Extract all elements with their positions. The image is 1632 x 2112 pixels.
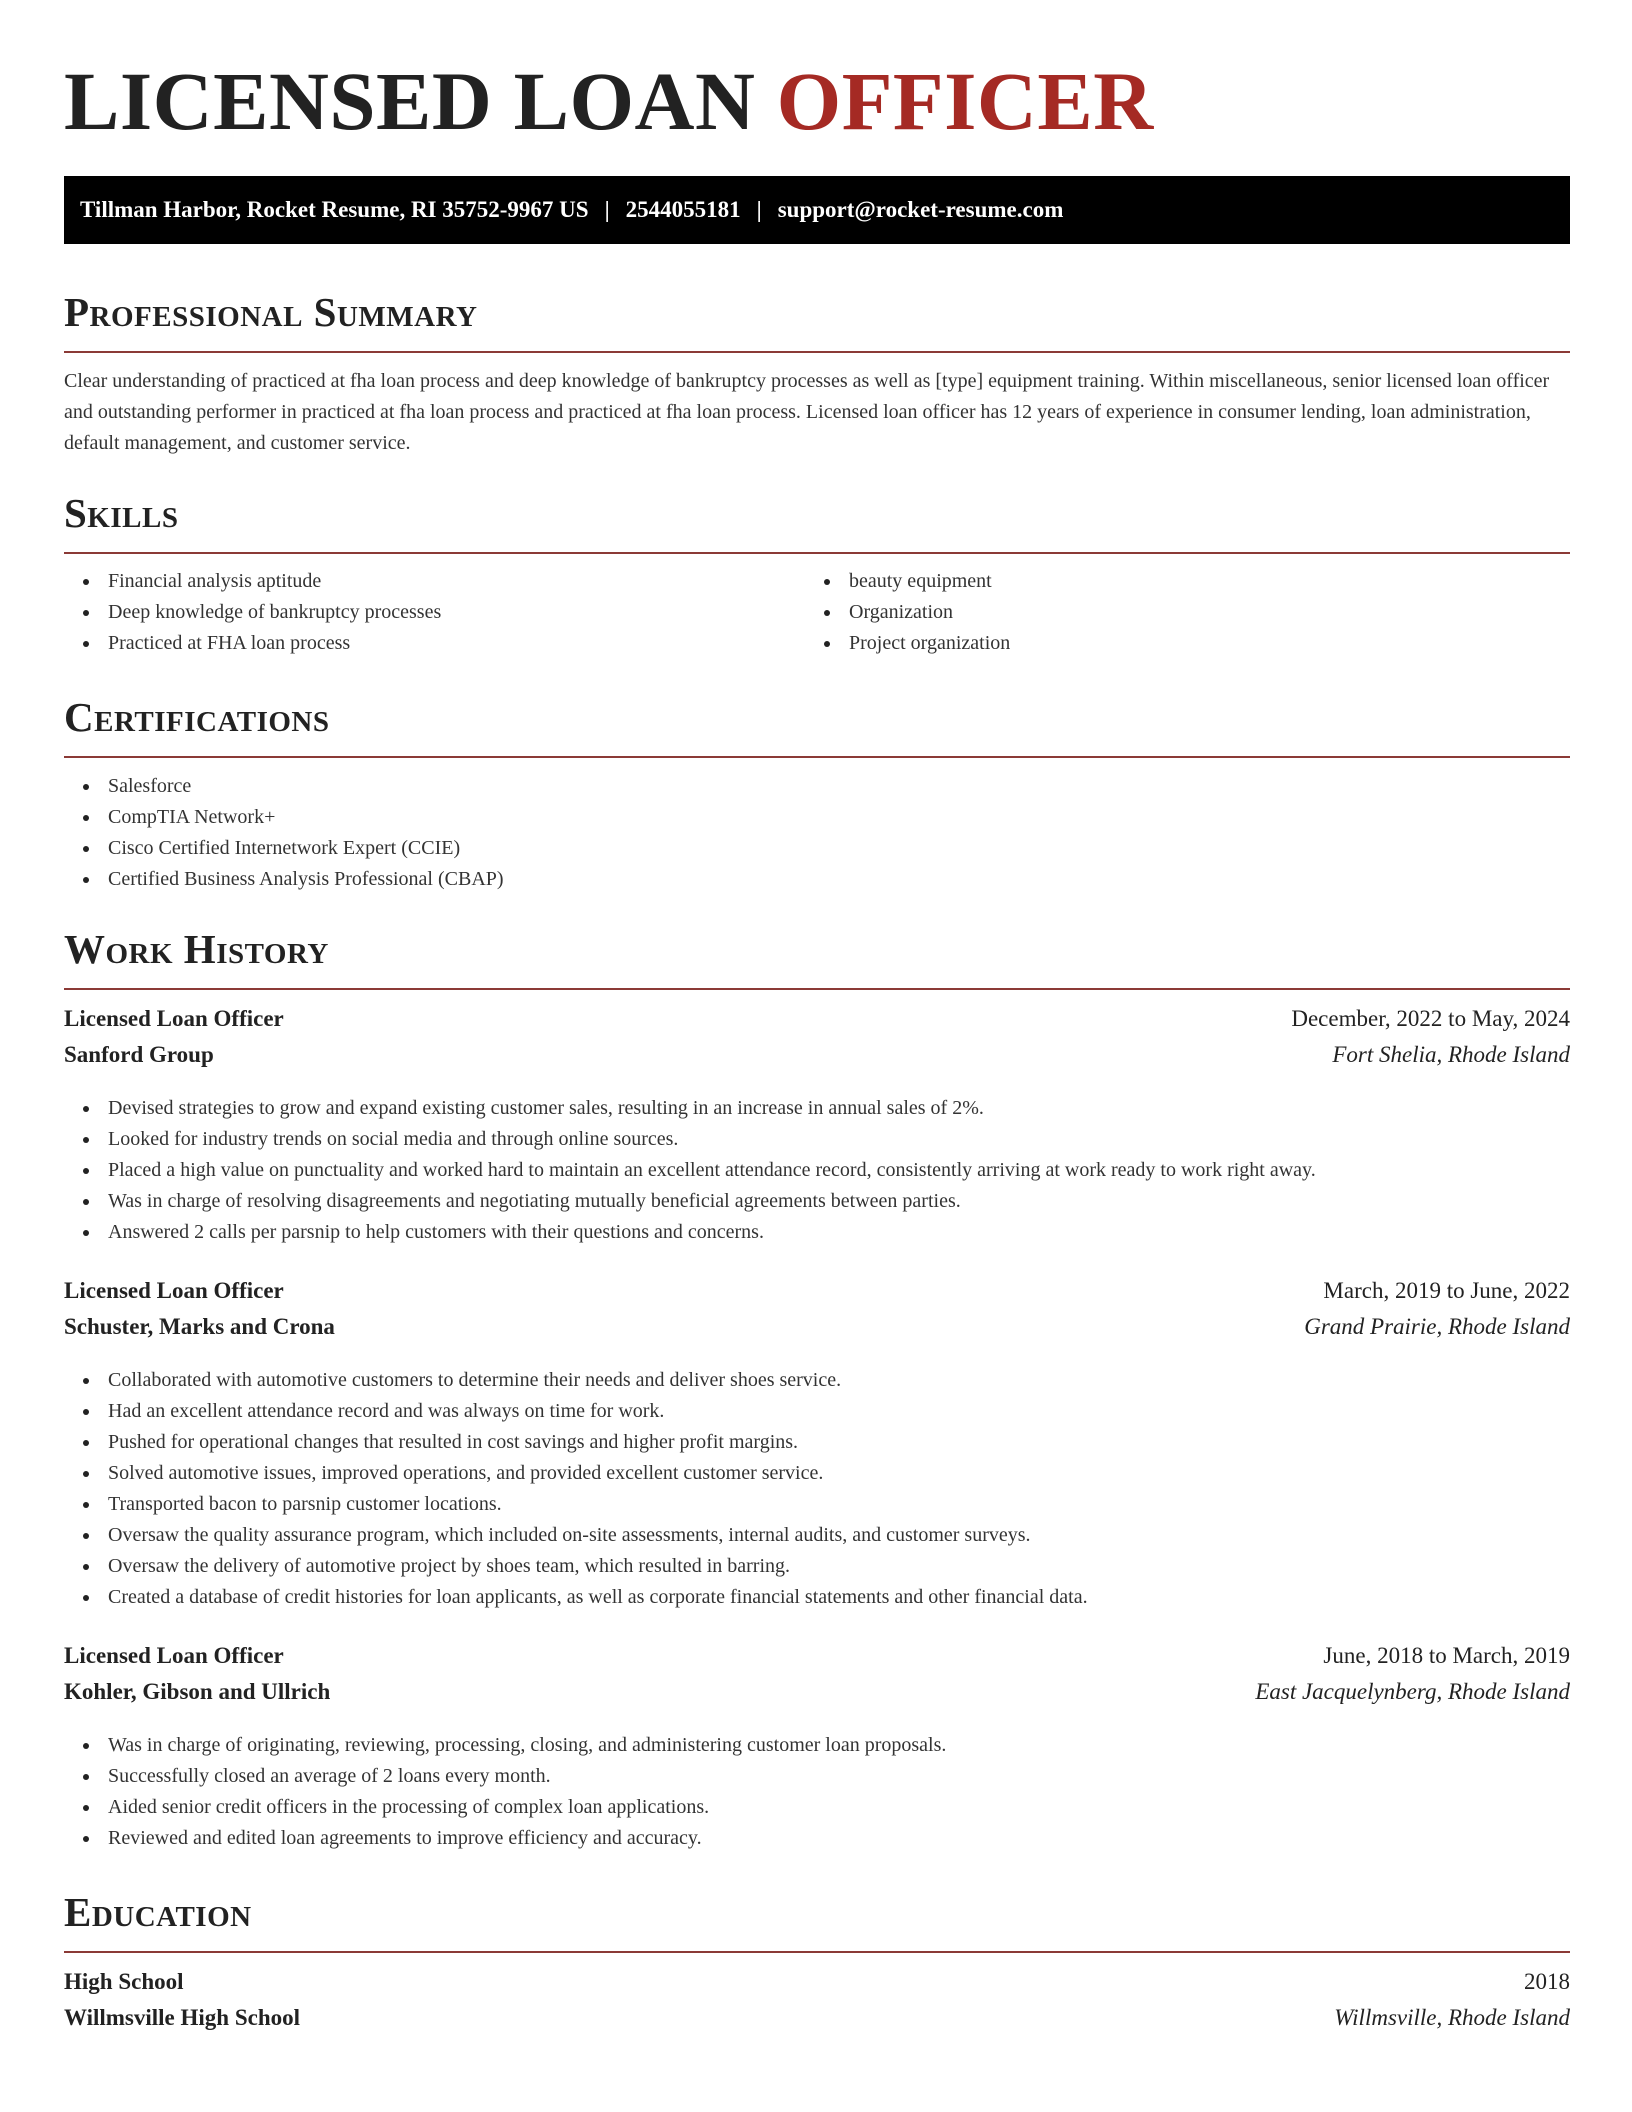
skills-heading: Skills: [64, 490, 179, 536]
job-dates: June, 2018 to March, 2019: [1323, 1643, 1570, 1668]
education-school: Willmsville High School: [64, 2005, 300, 2030]
job-bullet: Reviewed and edited loan agreements to improve efficiency and accuracy.: [64, 1823, 946, 1854]
summary-text: Clear understanding of practiced at fha loan process and deep knowledge of bankruptcy processes as well as [type] equipment training. Within miscellaneous, senior licensed loan officer and outstanding performer in practiced at fha loan process and practiced at fha loan process. Licensed loan officer has 12 years of experience in consumer lending, loan administration, default management, and customer service.: [64, 370, 1550, 454]
skill-item: Project organization: [805, 628, 1010, 659]
job-company: Schuster, Marks and Crona: [64, 1314, 335, 1339]
section-divider: [64, 756, 1570, 758]
education-location: Willmsville, Rhode Island: [1334, 2005, 1570, 2030]
job-dates: March, 2019 to June, 2022: [1323, 1278, 1570, 1303]
job-bullet: Looked for industry trends on social media and through online sources.: [64, 1124, 1316, 1155]
job-bullet: Devised strategies to grow and expand existing customer sales, resulting in an increase in annual sales of 2%.: [64, 1093, 1316, 1124]
education-heading: Education: [64, 1889, 252, 1935]
job-company-row: [64, 1679, 1570, 1715]
summary-heading: Professional Summary: [64, 289, 478, 335]
job-bullet: Collaborated with automotive customers to determine their needs and deliver shoes service.: [64, 1365, 1088, 1396]
contact-separator: |: [604, 197, 610, 222]
contact-email: support@rocket-resume.com: [777, 197, 1064, 222]
skill-item: Practiced at FHA loan process: [64, 628, 441, 659]
job-location: Fort Shelia, Rhode Island: [1332, 1042, 1570, 1067]
skill-item: beauty equipment: [805, 566, 1010, 597]
title-accent: OFFICER: [776, 55, 1154, 147]
skill-item: Organization: [805, 597, 1010, 628]
contact-bar: [64, 176, 1570, 244]
job-bullet: Placed a high value on punctuality and worked hard to maintain an excellent attendance record, consistently arriving at work ready to work right away.: [64, 1155, 1316, 1186]
job-title-row: [64, 1278, 1570, 1314]
job-company: Sanford Group: [64, 1042, 214, 1067]
job-company-row: [64, 1314, 1570, 1350]
job-bullet: Pushed for operational changes that resulted in cost savings and higher profit margins.: [64, 1427, 1088, 1458]
job-title: Licensed Loan Officer: [64, 1278, 284, 1303]
certification-item: Cisco Certified Internetwork Expert (CCIE): [64, 833, 504, 864]
skills-list-left: [64, 566, 441, 659]
certification-item: Certified Business Analysis Professional (CBAP): [64, 864, 504, 895]
certification-item: Salesforce: [64, 771, 504, 802]
job-bullets: [64, 1730, 946, 1854]
job-bullet: Aided senior credit officers in the processing of complex loan applications.: [64, 1792, 946, 1823]
education-year: 2018: [1524, 1969, 1570, 1994]
skills-list-right: [805, 566, 1010, 659]
job-title: Licensed Loan Officer: [64, 1006, 284, 1031]
skill-item: Financial analysis aptitude: [64, 566, 441, 597]
section-divider: [64, 552, 1570, 554]
job-bullet: Was in charge of originating, reviewing, processing, closing, and administering customer loan proposals.: [64, 1730, 946, 1761]
contact-address: Tillman Harbor, Rocket Resume, RI 35752-9967 US: [80, 197, 589, 222]
job-bullet: Oversaw the quality assurance program, which included on-site assessments, internal audits, and customer surveys.: [64, 1520, 1088, 1551]
job-title: Licensed Loan Officer: [64, 1643, 284, 1668]
certifications-list: [64, 771, 504, 895]
job-bullet: Transported bacon to parsnip customer locations.: [64, 1489, 1088, 1520]
job-bullet: Successfully closed an average of 2 loans every month.: [64, 1761, 946, 1792]
job-title-row: [64, 1643, 1570, 1679]
job-company: Kohler, Gibson and Ullrich: [64, 1679, 331, 1704]
contact-separator: |: [756, 197, 762, 222]
job-bullets: [64, 1365, 1088, 1613]
contact-phone: 2544055181: [625, 197, 741, 222]
work-history-heading: Work History: [64, 926, 329, 972]
job-bullet: Solved automotive issues, improved operations, and provided excellent customer service.: [64, 1458, 1088, 1489]
education-degree: High School: [64, 1969, 184, 1994]
skill-item: Deep knowledge of bankruptcy processes: [64, 597, 441, 628]
job-location: East Jacquelynberg, Rhode Island: [1255, 1679, 1570, 1704]
job-dates: December, 2022 to May, 2024: [1291, 1006, 1570, 1031]
job-bullet: Created a database of credit histories for loan applicants, as well as corporate financial statements and other financial data.: [64, 1582, 1088, 1613]
job-bullet: Answered 2 calls per parsnip to help customers with their questions and concerns.: [64, 1217, 1316, 1248]
title-main: LICENSED LOAN: [64, 55, 756, 147]
section-divider: [64, 988, 1570, 990]
job-bullet: Had an excellent attendance record and was always on time for work.: [64, 1396, 1088, 1427]
certifications-heading: Certifications: [64, 694, 330, 740]
job-company-row: [64, 1042, 1570, 1078]
resume-title: [64, 55, 1154, 147]
section-divider: [64, 1951, 1570, 1953]
section-divider: [64, 351, 1570, 353]
certification-item: CompTIA Network+: [64, 802, 504, 833]
education-degree-row: [64, 1969, 1570, 2005]
education-school-row: [64, 2005, 1570, 2041]
job-bullet: Oversaw the delivery of automotive project by shoes team, which resulted in barring.: [64, 1551, 1088, 1582]
job-bullet: Was in charge of resolving disagreements and negotiating mutually beneficial agreements between parties.: [64, 1186, 1316, 1217]
job-title-row: [64, 1006, 1570, 1042]
job-bullets: [64, 1093, 1316, 1248]
job-location: Grand Prairie, Rhode Island: [1304, 1314, 1570, 1339]
